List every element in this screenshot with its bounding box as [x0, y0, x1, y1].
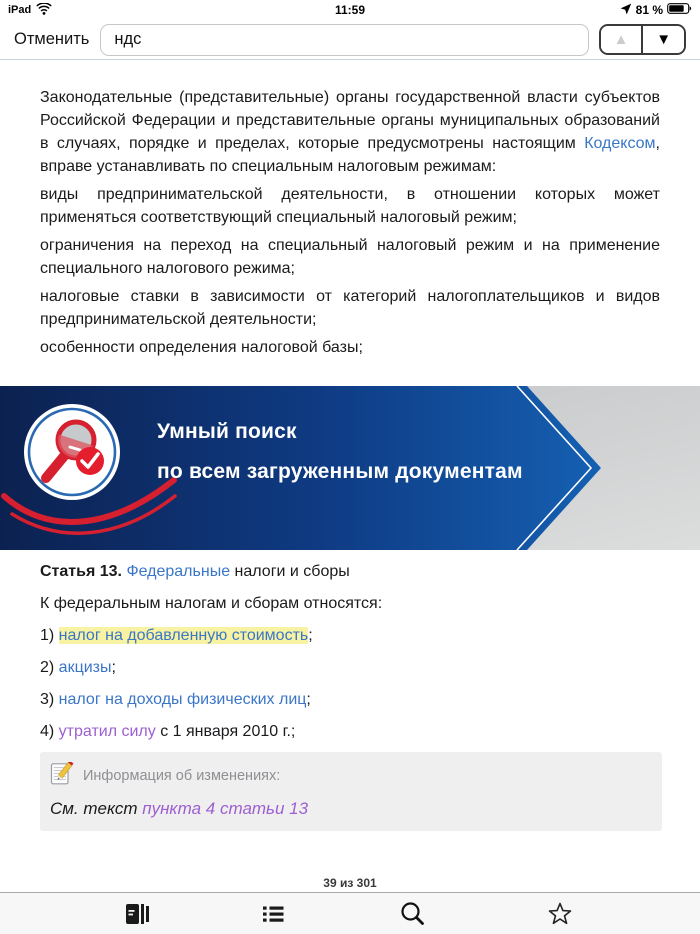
- next-result-button[interactable]: ▼: [643, 26, 684, 53]
- search-result-nav: [599, 24, 686, 55]
- favorites-button[interactable]: [546, 901, 574, 927]
- clock: 11:59: [334, 3, 366, 17]
- change-info-box: [40, 752, 662, 831]
- item-suffix: ;: [306, 691, 311, 708]
- device-label: iPad: [8, 4, 32, 16]
- contents-list-icon: [259, 915, 287, 930]
- tax-item-4: [40, 720, 662, 744]
- article-number: Статья 13.: [40, 563, 127, 580]
- item-number: 3): [40, 691, 59, 708]
- info-box-label: Информация об изменениях:: [83, 768, 281, 784]
- wifi-icon: [36, 3, 52, 18]
- item-number: 4): [40, 723, 59, 740]
- item-number: 2): [40, 659, 59, 676]
- item-number: 1): [40, 627, 59, 644]
- previous-result-button[interactable]: ▲: [601, 26, 644, 53]
- smart-search-banner[interactable]: [0, 386, 700, 550]
- federal-link[interactable]: Федеральные: [126, 563, 231, 580]
- see-text-line: [50, 799, 648, 819]
- paragraph-4: налоговые ставки в зависимости от категорий налогоплательщиков и видов предпринимательской деятельности;: [40, 288, 660, 328]
- search-input[interactable]: [100, 24, 588, 56]
- banner-title: Умный поиск: [157, 420, 297, 443]
- point-4-article-13-link[interactable]: пункта 4 статьи 13: [142, 799, 309, 818]
- paragraph-2: виды предпринимательской деятельности, в отношении которых может применяться соответствующий специальный налоговый режим;: [40, 186, 660, 226]
- tax-item-2: [40, 656, 662, 680]
- search-query-text: ндс: [114, 30, 142, 48]
- page-indicator-text: 39 из 301: [323, 876, 377, 890]
- battery-icon: [667, 3, 692, 17]
- tax-item-3: [40, 688, 662, 712]
- search-icon: [399, 916, 427, 931]
- document-content: [40, 62, 660, 364]
- favorites-star-icon: [546, 915, 574, 930]
- kodeks-link[interactable]: Кодексом: [584, 135, 656, 152]
- see-text-prefix: См. текст: [50, 799, 143, 818]
- edit-note-icon: [50, 762, 74, 790]
- book-icon: [124, 915, 152, 930]
- location-icon: [620, 3, 632, 18]
- excise-link[interactable]: акцизы: [58, 659, 112, 676]
- vat-link[interactable]: налог на добавленную стоимость: [58, 627, 309, 644]
- contents-button[interactable]: [259, 901, 287, 927]
- paragraph-1-tail: , вправе устанавливать по специальным налоговым режимам:: [40, 135, 660, 175]
- item-suffix: ;: [308, 627, 313, 644]
- article-intro: К федеральным налогам и сборам относятся:: [40, 595, 383, 612]
- page-indicator: [0, 876, 700, 890]
- article-title-rest: налоги и сборы: [230, 563, 350, 580]
- battery-percent: 81 %: [635, 3, 663, 17]
- article-heading: [40, 560, 662, 584]
- article-13-section: [40, 560, 662, 831]
- bottom-toolbar: [0, 892, 700, 934]
- item-suffix: с 1 января 2010 г.;: [155, 723, 296, 740]
- status-bar: [0, 0, 700, 20]
- paragraph-1-text: Законодательные (представительные) органы государственной власти субъектов Российской Федерации и представительные органы муниципальных образований в случаях, порядке и пределах, которые предусмотрены настоящим: [40, 89, 660, 152]
- search-toolbar: [0, 20, 700, 60]
- tax-item-1: [40, 624, 662, 648]
- cancel-button[interactable]: Отменить: [14, 30, 90, 48]
- banner-subtitle: по всем загруженным документам: [157, 460, 523, 483]
- paragraph-5: особенности определения налоговой базы;: [40, 339, 363, 356]
- expired-link[interactable]: утратил силу: [58, 723, 156, 740]
- item-suffix: ;: [111, 659, 116, 676]
- documents-button[interactable]: [124, 901, 152, 927]
- paragraph-1: [40, 86, 660, 178]
- paragraph-3: ограничения на переход на специальный налоговый режим и на применение специального налогового режима;: [40, 237, 660, 277]
- personal-income-tax-link[interactable]: налог на доходы физических лиц: [58, 691, 307, 708]
- search-button[interactable]: [399, 900, 427, 928]
